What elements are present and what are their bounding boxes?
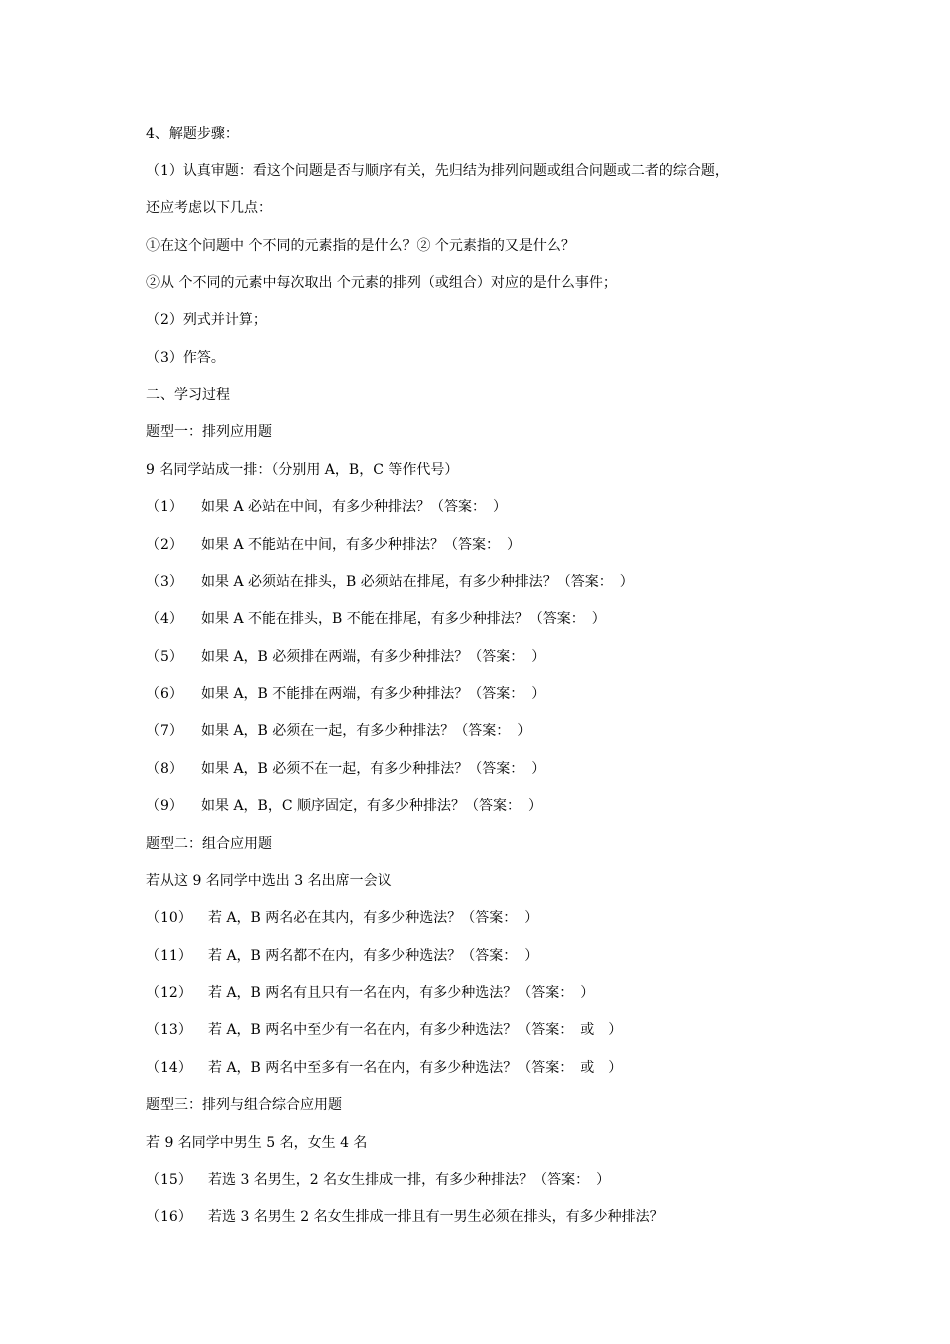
question-number: （2） <box>146 537 183 553</box>
question-number: （15） <box>146 1172 192 1188</box>
question-text: 如果 A，B 不能排在两端，有多少种排法？（答案： ） <box>201 686 546 702</box>
question-number: （7） <box>146 723 183 739</box>
question-text: 如果 A，B 必须不在一起，有多少种排法？（答案： ） <box>201 761 546 777</box>
question-number: （4） <box>146 611 183 627</box>
type-1-intro: 9 名同学站成一排：（分别用 A，B，C 等作代号） <box>146 462 459 478</box>
consideration-point-1: ①在这个问题中 个不同的元素指的是什么？② 个元素指的又是什么？ <box>146 238 575 254</box>
type-1-title: 题型一：排列应用题 <box>146 424 272 440</box>
question-number: （14） <box>146 1060 192 1076</box>
step-1-line-a: （1）认真审题：看这个问题是否与顺序有关，先归结为排列问题或组合问题或二者的综合题， <box>146 163 729 179</box>
question-number: （3） <box>146 574 183 590</box>
question-text: 如果 A 必站在中间，有多少种排法？（答案： ） <box>201 499 508 515</box>
step-1-line-b: 还应考虑以下几点： <box>146 200 272 216</box>
question-text: 如果 A，B，C 顺序固定，有多少种排法？（答案： ） <box>201 798 543 814</box>
question-text: 如果 A 不能站在中间，有多少种排法？（答案： ） <box>201 537 522 553</box>
question-text: 若选 3 名男生 2 名女生排成一排且有一男生必须在排头，有多少种排法？ <box>208 1209 664 1225</box>
question-text: 若 A，B 两名都不在内，有多少种选法？（答案： ） <box>208 948 539 964</box>
type-2-intro: 若从这 9 名同学中选出 3 名出席一会议 <box>146 873 392 889</box>
question-number: （13） <box>146 1022 192 1038</box>
question-number: （11） <box>146 948 192 964</box>
question-text: 如果 A，B 必须在一起，有多少种排法？（答案： ） <box>201 723 532 739</box>
question-number: （12） <box>146 985 192 1001</box>
section-heading: 二、学习过程 <box>146 387 230 403</box>
question-text: 如果 A，B 必须排在两端，有多少种排法？（答案： ） <box>201 649 546 665</box>
question-text: 若 A，B 两名必在其内，有多少种选法？（答案： ） <box>208 910 539 926</box>
question-number: （9） <box>146 798 183 814</box>
question-number: （5） <box>146 649 183 665</box>
type-2-title: 题型二：组合应用题 <box>146 836 272 852</box>
step-2: （2）列式并计算； <box>146 312 267 328</box>
question-number: （6） <box>146 686 183 702</box>
question-number: （8） <box>146 761 183 777</box>
question-text: 若 A，B 两名中至多有一名在内，有多少种选法？（答案： 或 ） <box>208 1060 623 1076</box>
question-number: （10） <box>146 910 192 926</box>
question-text: 如果 A 必须站在排头，B 必须站在排尾，有多少种排法？（答案： ） <box>201 574 634 590</box>
question-text: 若 A，B 两名中至少有一名在内，有多少种选法？（答案： 或 ） <box>208 1022 623 1038</box>
step-3: （3）作答。 <box>146 350 225 366</box>
question-text: 如果 A 不能在排头，B 不能在排尾，有多少种排法？（答案： ） <box>201 611 606 627</box>
steps-heading: 4、解题步骤： <box>146 126 239 142</box>
question-text: 若 A，B 两名有且只有一名在内，有多少种选法？（答案： ） <box>208 985 595 1001</box>
type-3-intro: 若 9 名同学中男生 5 名，女生 4 名 <box>146 1135 368 1151</box>
consideration-point-2: ②从 个不同的元素中每次取出 个元素的排列（或组合）对应的是什么事件； <box>146 275 617 291</box>
question-number: （16） <box>146 1209 192 1225</box>
type-3-title: 题型三：排列与组合综合应用题 <box>146 1097 342 1113</box>
question-number: （1） <box>146 499 183 515</box>
question-text: 若选 3 名男生，2 名女生排成一排，有多少种排法？（答案： ） <box>208 1172 611 1188</box>
